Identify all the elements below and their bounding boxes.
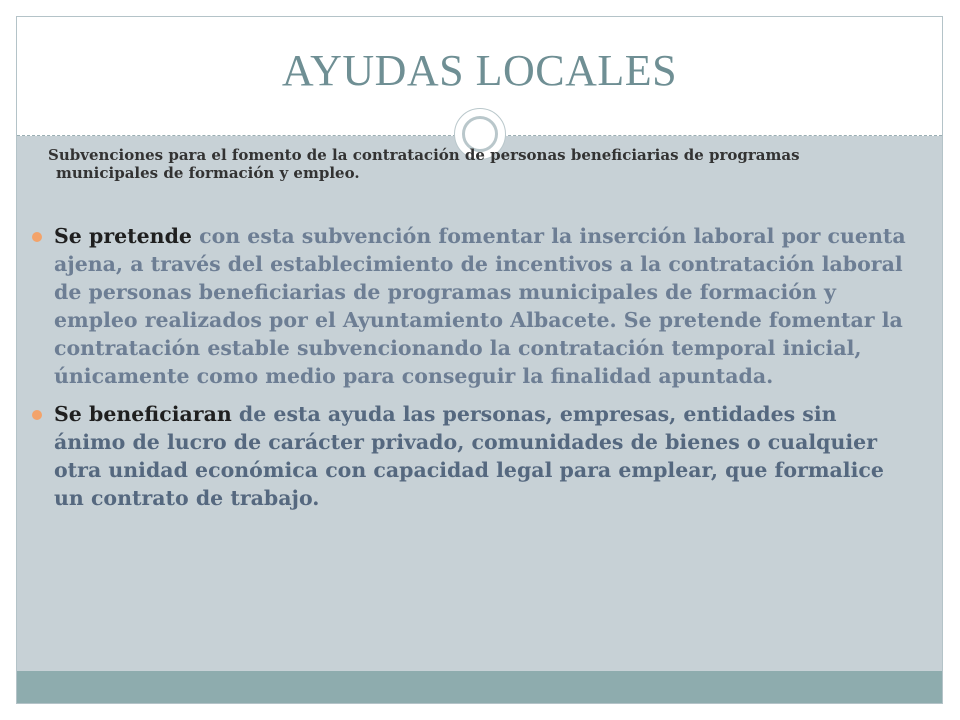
orange-dot-icon [32,232,42,242]
slide-subtitle: Subvenciones para el fomento de la contratación de personas beneficiarias de programas municipales de formación y empleo. [48,146,800,182]
bullet-text: con esta subvención fomentar la inserción laboral por cuenta ajena, a través del establecimiento de incentivos a la contratación laboral de personas beneficiarias de programas municipales de formación y empleo realizados por el Ayuntamiento Albacete. Se pretende fomentar la contratación estable subvencionando la contratación temporal inicial, únicamente como medio para conseguir la finalidad apuntada. [54,224,906,388]
orange-dot-icon [32,410,42,420]
bullet-lead: Se beneficiaran [54,402,232,426]
footer-bar [17,671,942,704]
bullet-item [32,400,907,512]
bullet-lead: Se pretende [54,224,192,248]
bullet-text: de esta ayuda las personas, empresas, entidades sin ánimo de lucro de carácter privado, comunidades de bienes o cualquier otra unidad económica con capacidad legal para emplear, que formalice un contrato de trabajo. [54,402,884,510]
bullet-list [32,222,907,522]
bullet-item [32,222,907,390]
slide-title: AYUDAS LOCALES [281,46,678,95]
